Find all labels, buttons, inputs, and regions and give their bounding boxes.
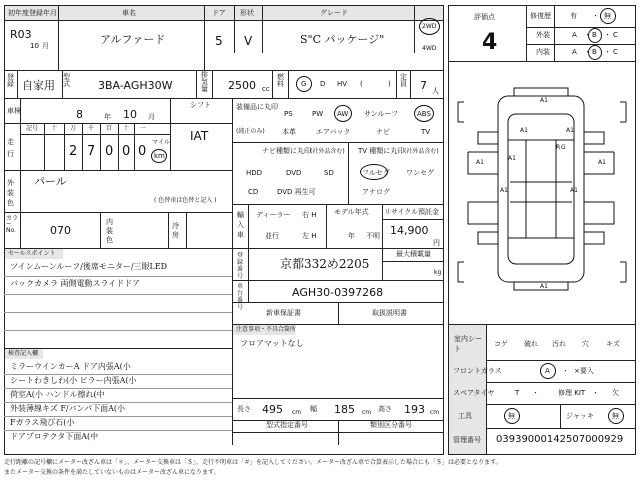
diagram-label-r: R xyxy=(556,144,561,151)
chassis-value: AGH30-0397268 xyxy=(292,286,384,299)
chassis-label: 車台番号 xyxy=(237,283,244,311)
capacity: 7 xyxy=(420,79,427,92)
import-parallel: 並行 xyxy=(265,232,279,240)
inspector-line-1: ミラーウインカーA ドア内張A(小 xyxy=(10,362,131,371)
inspection-year-unit: 年 xyxy=(104,113,111,121)
navi-sd: SD xyxy=(324,169,334,177)
navi-dvd: DVD xyxy=(286,169,302,177)
inspection-month: 10 xyxy=(123,108,137,121)
fuel-paren-open: ( xyxy=(360,80,363,88)
aircon-label: 冷房 xyxy=(172,222,179,239)
seat-stain: 汚れ xyxy=(552,340,566,348)
fuel-g: G xyxy=(301,80,307,88)
recycle-unit: 円 xyxy=(433,239,440,247)
length-value: 495 xyxy=(262,403,283,416)
load-label: 最大積載量 xyxy=(396,250,431,258)
equip-aw: AW xyxy=(337,110,349,118)
capacity-unit: 人 xyxy=(432,87,439,95)
spare-t: T xyxy=(515,389,520,397)
unit-mile: マイル xyxy=(152,139,170,146)
inspector-line-4: 外装薄線キズ F/バンパ下面A(小 xyxy=(10,404,125,413)
mgmt-value: 03939000142507000929 xyxy=(496,434,624,445)
first-reg-label: 初年度登録年月 xyxy=(8,9,57,17)
digit-header-sen: 千 xyxy=(88,125,95,132)
tv-note: (社外品含む) xyxy=(404,148,439,155)
import-dealer: ディーラー xyxy=(256,211,291,219)
sales-point-2: バックカメラ 両側電動スライドドア xyxy=(10,279,141,288)
diagram-label-1: A1 xyxy=(540,97,548,104)
glass-label: フロントガラス xyxy=(453,367,502,375)
drive-4wd: 4WD xyxy=(422,45,437,52)
recycle-value: 14,900 xyxy=(390,224,429,237)
repair-yes: 有 xyxy=(570,12,577,20)
equip-navi: ナビ xyxy=(376,128,390,136)
digit-header-man: 万 xyxy=(70,125,77,132)
inspection-year: 8 xyxy=(76,108,83,121)
jack-value: 無 xyxy=(612,412,619,420)
equip-abs: ABS xyxy=(417,110,431,118)
shape-label: 形状 xyxy=(240,9,254,17)
reg-month: 10 xyxy=(30,42,39,50)
equip-airbag: エアバック xyxy=(316,128,351,136)
int-grade-c: C xyxy=(613,48,618,56)
category-label: 類別区分番号 xyxy=(370,421,412,429)
footnote-1: 走行距離の記号欄にメーター改ざん車は「＊」、メーター交換車は「＄」、走行不明車は「＃」を記入してください。メーター改ざん車で合算表示した場合にも「＄」は必要となります。 xyxy=(4,459,502,466)
reg-label: 登録 xyxy=(7,73,14,88)
tv-oneseg: ワンセグ xyxy=(406,169,434,177)
equip-tv: TV xyxy=(421,128,431,136)
shift-value: IAT xyxy=(190,129,209,143)
color-no-label: カラーNo. xyxy=(6,215,19,234)
diagram-label-6: A1 xyxy=(598,159,606,166)
height-label: 高さ xyxy=(378,405,392,413)
name-label: 車名 xyxy=(122,9,136,17)
repair-no: 無 xyxy=(604,12,611,20)
model-year-unit: 年 xyxy=(348,232,355,240)
caution-value: フロアマットなし xyxy=(240,339,304,348)
inspection-month-unit: 月 xyxy=(148,113,155,121)
fuel-hv: HV xyxy=(337,80,348,88)
diagram-label-3: A1 xyxy=(566,127,574,134)
diagram-label-2: A1 xyxy=(520,127,528,134)
inspector-line-2: シートわきしわ(小 ピラー内張A(小 xyxy=(10,376,137,385)
glass-a: A xyxy=(545,367,550,375)
import-right: 右 H xyxy=(302,211,317,219)
digit-header-juu: 十 xyxy=(123,125,130,132)
model-spec-label: 型式指定番号 xyxy=(266,421,308,429)
navi-note: (社外品含む) xyxy=(310,148,345,155)
warranty-manual: 取扱説明書 xyxy=(372,309,407,317)
exterior-color: パール xyxy=(34,175,67,188)
diagram-label-9: A1 xyxy=(540,283,548,290)
navi-hdd: HDD xyxy=(246,169,263,177)
model-code: 3BA-AGH30W xyxy=(98,79,173,92)
diagram-label-7: A1 xyxy=(500,187,508,194)
mileage-digit-5: 0 xyxy=(138,144,147,159)
repair-dot: ・ xyxy=(592,12,599,20)
int-grade-dot1: ・ xyxy=(584,48,591,56)
diagram-label-4: A1 xyxy=(476,159,484,166)
mileage-label: 走行 xyxy=(7,138,14,158)
sales-points-label: セールスポイント xyxy=(8,250,56,257)
ext-grade-c: C xyxy=(613,31,618,39)
import-label: 輸入車 xyxy=(237,211,244,239)
fuel-d: D xyxy=(320,80,326,88)
disp-label: 排気量 xyxy=(201,71,208,93)
spare-label: スペアタイヤ xyxy=(453,389,495,397)
equip-pw: PW xyxy=(312,110,324,118)
ext-grade-a: A xyxy=(572,31,577,39)
width-value: 185 xyxy=(334,403,355,416)
mgmt-label: 管理番号 xyxy=(453,436,481,444)
diagram-label-5: A1 xyxy=(508,155,516,162)
footnote-2: またメーター交換の条件を満たしていないものはメーター改ざん車になります。 xyxy=(4,469,220,476)
navi-dvd-play: DVD 再生可 xyxy=(277,188,316,196)
seat-scratch: キズ xyxy=(606,340,620,348)
use-type: 自家用 xyxy=(22,79,55,92)
shift-label: シフト xyxy=(190,101,211,109)
inspection-label: 車検 xyxy=(7,107,21,115)
diagram-label-g: G xyxy=(561,144,566,151)
width-unit: cm xyxy=(362,409,372,416)
length-label: 長さ xyxy=(237,405,251,413)
model-label: 型式 xyxy=(63,73,70,88)
tools-value: 無 xyxy=(508,412,515,420)
tv-analog: アナログ xyxy=(362,188,390,196)
unit-km: km xyxy=(154,152,165,160)
ext-grade-dot1: ・ xyxy=(584,31,591,39)
score-label: 評価点 xyxy=(474,13,495,21)
model-year-label: モデル年式 xyxy=(334,208,369,216)
seat-label: 室内シート xyxy=(454,335,482,353)
grade-value: S"C パッケージ" xyxy=(300,33,385,46)
mileage-digit-3: 0 xyxy=(105,144,114,159)
tv-fullseg: フルセグ xyxy=(362,169,390,177)
load-unit: kg xyxy=(434,269,442,276)
digit-header-hyaku: 百 xyxy=(106,125,113,132)
ext-grade-dot2: ・ xyxy=(604,31,611,39)
ext-grade-b: B xyxy=(592,31,597,39)
seat-hole: 穴 xyxy=(582,340,589,348)
equip-sunroof: サンルーフ xyxy=(364,110,399,118)
mileage-digit-1: 2 xyxy=(69,144,78,159)
spare-kit: 修理 KIT xyxy=(558,389,586,397)
drive-2wd: 2WD xyxy=(422,23,437,30)
digit-header-ichi: 一 xyxy=(140,125,147,132)
sales-point-1: ツインムーンルーフ/後席モニター/三眼LED xyxy=(10,262,168,271)
disp-unit: cc xyxy=(262,85,270,93)
digit-header-10man: 十 xyxy=(51,125,58,132)
color-no: 070 xyxy=(50,224,71,237)
equip-ps: PS xyxy=(284,110,293,118)
int-grade-dot2: ・ xyxy=(604,48,611,56)
door-count: 5 xyxy=(215,34,223,48)
repair-label: 修復歴 xyxy=(530,12,551,20)
tools-label: 工具 xyxy=(458,412,472,420)
mileage-digit-4: 0 xyxy=(122,144,131,159)
mileage-digit-2: 7 xyxy=(87,144,96,159)
import-left: 左 H xyxy=(302,232,317,240)
exterior-note: ( 色替車は色替と記入 ) xyxy=(154,197,217,204)
plate-value: 京都332め2205 xyxy=(280,257,370,271)
recycle-label: リサイクル預託金 xyxy=(384,208,440,216)
inspector-label: 検査記入欄 xyxy=(8,350,39,357)
interior-color-label: 内装色 xyxy=(106,218,113,244)
equipment-subtitle: (純正のみ) xyxy=(236,128,265,135)
seat-burn: コゲ xyxy=(494,340,508,348)
warranty-new: 新車保証書 xyxy=(266,309,301,317)
door-label: ドア xyxy=(212,9,226,17)
grade-label: グレード xyxy=(320,9,348,17)
month-unit: 月 xyxy=(42,42,49,50)
int-grade-b: B xyxy=(592,48,597,56)
height-unit: cm xyxy=(430,409,440,416)
inspector-line-3: 荷室A(小 ハンドル擦れ(中 xyxy=(10,390,105,399)
equipment-title: 装備品に丸印 xyxy=(236,103,278,111)
int-grade-a: A xyxy=(572,48,577,56)
digit-header-code: 記号 xyxy=(26,125,39,132)
int-grade-label: 内装 xyxy=(536,48,550,56)
spare-none: 欠 xyxy=(612,389,619,397)
inspector-line-6: ドアプロテクタ下面A(中 xyxy=(10,432,99,441)
plate-label: 登録番号 xyxy=(237,252,244,280)
spare-dot2: ・ xyxy=(592,389,599,397)
seat-tear: 破れ xyxy=(524,340,538,348)
navi-title: ナビ種類に丸印 xyxy=(262,147,311,155)
body-shape: V xyxy=(244,34,253,48)
inspector-line-5: Fガラス飛び石(小 xyxy=(10,418,75,427)
exterior-label: 外装色 xyxy=(7,179,14,207)
glass-dot: ・ xyxy=(562,367,569,375)
navi-cd: CD xyxy=(248,188,259,196)
displacement: 2500 xyxy=(228,79,256,92)
model-year-unknown: 不明 xyxy=(366,232,380,240)
length-unit: cm xyxy=(292,409,302,416)
spare-dot1: ・ xyxy=(532,389,539,397)
caution-label: 注意事項・不具合箇所 xyxy=(236,326,297,333)
fuel-label: 燃料 xyxy=(277,73,284,88)
glass-replace: ×要入 xyxy=(574,367,594,375)
equip-leather: 本革 xyxy=(282,128,296,136)
score-value: 4 xyxy=(482,30,498,55)
car-name: アルファード xyxy=(100,33,166,46)
width-label: 幅 xyxy=(310,405,317,413)
capacity-label: 定員 xyxy=(400,73,407,88)
tv-title: TV 種類に丸印 xyxy=(358,147,405,155)
ext-grade-label: 外装 xyxy=(536,31,550,39)
height-value: 193 xyxy=(404,403,425,416)
jack-label: ジャッキ xyxy=(566,412,594,420)
diagram-label-8: A1 xyxy=(570,187,578,194)
fuel-paren-close: ) xyxy=(388,80,391,88)
era-year: R03 xyxy=(10,28,32,41)
